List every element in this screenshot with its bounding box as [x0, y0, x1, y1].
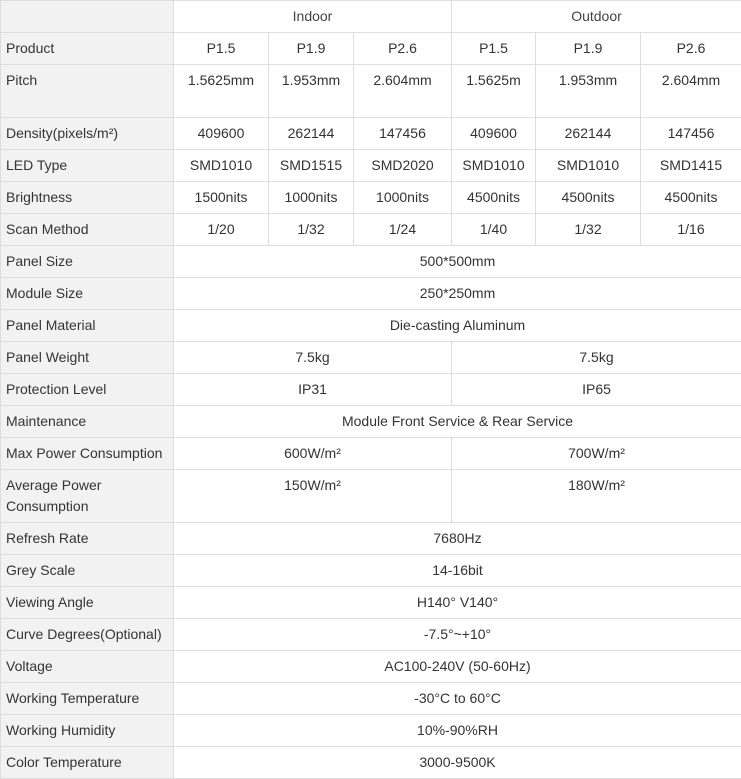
- cell-avg-power-indoor: 150W/m²: [174, 470, 452, 523]
- corner-cell: [1, 1, 174, 33]
- cell-pitch-1: 1.5625mm: [174, 65, 269, 118]
- row-color-temperature: [1, 747, 741, 779]
- row-protection-level: [1, 374, 741, 406]
- cell-scan-3: 1/24: [354, 214, 452, 246]
- cell-protection-outdoor: IP65: [452, 374, 741, 406]
- cell-panel-size: 500*500mm: [174, 246, 741, 278]
- row-panel-size: [1, 246, 741, 278]
- cell-product-1: P1.5: [174, 33, 269, 65]
- cell-product-4: P1.5: [452, 33, 536, 65]
- cell-scan-6: 1/16: [641, 214, 741, 246]
- cell-refresh-rate: 7680Hz: [174, 523, 741, 555]
- row-density: [1, 118, 741, 150]
- cell-scan-2: 1/32: [269, 214, 354, 246]
- row-working-humidity: [1, 715, 741, 747]
- label-curve-degrees: Curve Degrees(Optional): [1, 619, 174, 651]
- label-avg-power-line2: Consumption: [6, 498, 89, 514]
- cell-led-type-5: SMD1010: [536, 150, 641, 182]
- label-refresh-rate: Refresh Rate: [1, 523, 174, 555]
- cell-working-humidity: 10%-90%RH: [174, 715, 741, 747]
- label-protection-level: Protection Level: [1, 374, 174, 406]
- row-max-power: [1, 438, 741, 470]
- row-scan-method: [1, 214, 741, 246]
- row-voltage: [1, 651, 741, 683]
- label-panel-weight: Panel Weight: [1, 342, 174, 374]
- cell-led-type-6: SMD1415: [641, 150, 741, 182]
- cell-brightness-6: 4500nits: [641, 182, 741, 214]
- cell-working-temperature: -30°C to 60°C: [174, 683, 741, 715]
- row-refresh-rate: [1, 523, 741, 555]
- row-product: [1, 33, 741, 65]
- cell-avg-power-outdoor: 180W/m²: [452, 470, 741, 523]
- cell-led-type-2: SMD1515: [269, 150, 354, 182]
- label-working-temperature: Working Temperature: [1, 683, 174, 715]
- row-avg-power: [1, 470, 741, 523]
- label-grey-scale: Grey Scale: [1, 555, 174, 587]
- cell-scan-5: 1/32: [536, 214, 641, 246]
- cell-brightness-5: 4500nits: [536, 182, 641, 214]
- label-working-humidity: Working Humidity: [1, 715, 174, 747]
- cell-maintenance: Module Front Service & Rear Service: [174, 406, 741, 438]
- cell-panel-weight-outdoor: 7.5kg: [452, 342, 741, 374]
- label-voltage: Voltage: [1, 651, 174, 683]
- cell-pitch-5: 1.953mm: [536, 65, 641, 118]
- cell-led-type-1: SMD1010: [174, 150, 269, 182]
- label-panel-size: Panel Size: [1, 246, 174, 278]
- cell-led-type-4: SMD1010: [452, 150, 536, 182]
- row-grey-scale: [1, 555, 741, 587]
- cell-product-5: P1.9: [536, 33, 641, 65]
- row-maintenance: [1, 406, 741, 438]
- cell-density-4: 409600: [452, 118, 536, 150]
- row-working-temperature: [1, 683, 741, 715]
- cell-panel-material: Die-casting Aluminum: [174, 310, 741, 342]
- cell-scan-4: 1/40: [452, 214, 536, 246]
- label-avg-power-line1: Average Power: [6, 477, 101, 493]
- row-pitch: [1, 65, 741, 118]
- cell-density-5: 262144: [536, 118, 641, 150]
- cell-color-temperature: 3000-9500K: [174, 747, 741, 779]
- label-product: Product: [1, 33, 174, 65]
- cell-pitch-4: 1.5625m: [452, 65, 536, 118]
- label-module-size: Module Size: [1, 278, 174, 310]
- cell-density-1: 409600: [174, 118, 269, 150]
- label-maintenance: Maintenance: [1, 406, 174, 438]
- label-avg-power: [1, 470, 174, 523]
- outdoor-header: Outdoor: [452, 1, 741, 33]
- cell-density-2: 262144: [269, 118, 354, 150]
- row-brightness: [1, 182, 741, 214]
- cell-brightness-1: 1500nits: [174, 182, 269, 214]
- cell-voltage: AC100-240V (50-60Hz): [174, 651, 741, 683]
- cell-brightness-2: 1000nits: [269, 182, 354, 214]
- row-viewing-angle: [1, 587, 741, 619]
- cell-pitch-6: 2.604mm: [641, 65, 741, 118]
- cell-brightness-4: 4500nits: [452, 182, 536, 214]
- label-color-temperature: Color Temperature: [1, 747, 174, 779]
- label-pitch: Pitch: [1, 65, 174, 118]
- cell-panel-weight-indoor: 7.5kg: [174, 342, 452, 374]
- cell-pitch-2: 1.953mm: [269, 65, 354, 118]
- label-max-power: Max Power Consumption: [1, 438, 174, 470]
- header-row: [1, 1, 741, 33]
- label-density: Density(pixels/m²): [1, 118, 174, 150]
- row-module-size: [1, 278, 741, 310]
- cell-pitch-3: 2.604mm: [354, 65, 452, 118]
- label-panel-material: Panel Material: [1, 310, 174, 342]
- cell-product-3: P2.6: [354, 33, 452, 65]
- cell-max-power-indoor: 600W/m²: [174, 438, 452, 470]
- cell-brightness-3: 1000nits: [354, 182, 452, 214]
- indoor-header: Indoor: [174, 1, 452, 33]
- label-scan-method: Scan Method: [1, 214, 174, 246]
- cell-curve-degrees: -7.5°~+10°: [174, 619, 741, 651]
- cell-max-power-outdoor: 700W/m²: [452, 438, 741, 470]
- cell-grey-scale: 14-16bit: [174, 555, 741, 587]
- cell-led-type-3: SMD2020: [354, 150, 452, 182]
- cell-viewing-angle: H140° V140°: [174, 587, 741, 619]
- label-brightness: Brightness: [1, 182, 174, 214]
- cell-module-size: 250*250mm: [174, 278, 741, 310]
- cell-protection-indoor: IP31: [174, 374, 452, 406]
- cell-product-6: P2.6: [641, 33, 741, 65]
- row-panel-weight: [1, 342, 741, 374]
- cell-density-6: 147456: [641, 118, 741, 150]
- row-led-type: [1, 150, 741, 182]
- row-curve-degrees: [1, 619, 741, 651]
- row-panel-material: [1, 310, 741, 342]
- cell-density-3: 147456: [354, 118, 452, 150]
- label-viewing-angle: Viewing Angle: [1, 587, 174, 619]
- cell-scan-1: 1/20: [174, 214, 269, 246]
- label-led-type: LED Type: [1, 150, 174, 182]
- cell-product-2: P1.9: [269, 33, 354, 65]
